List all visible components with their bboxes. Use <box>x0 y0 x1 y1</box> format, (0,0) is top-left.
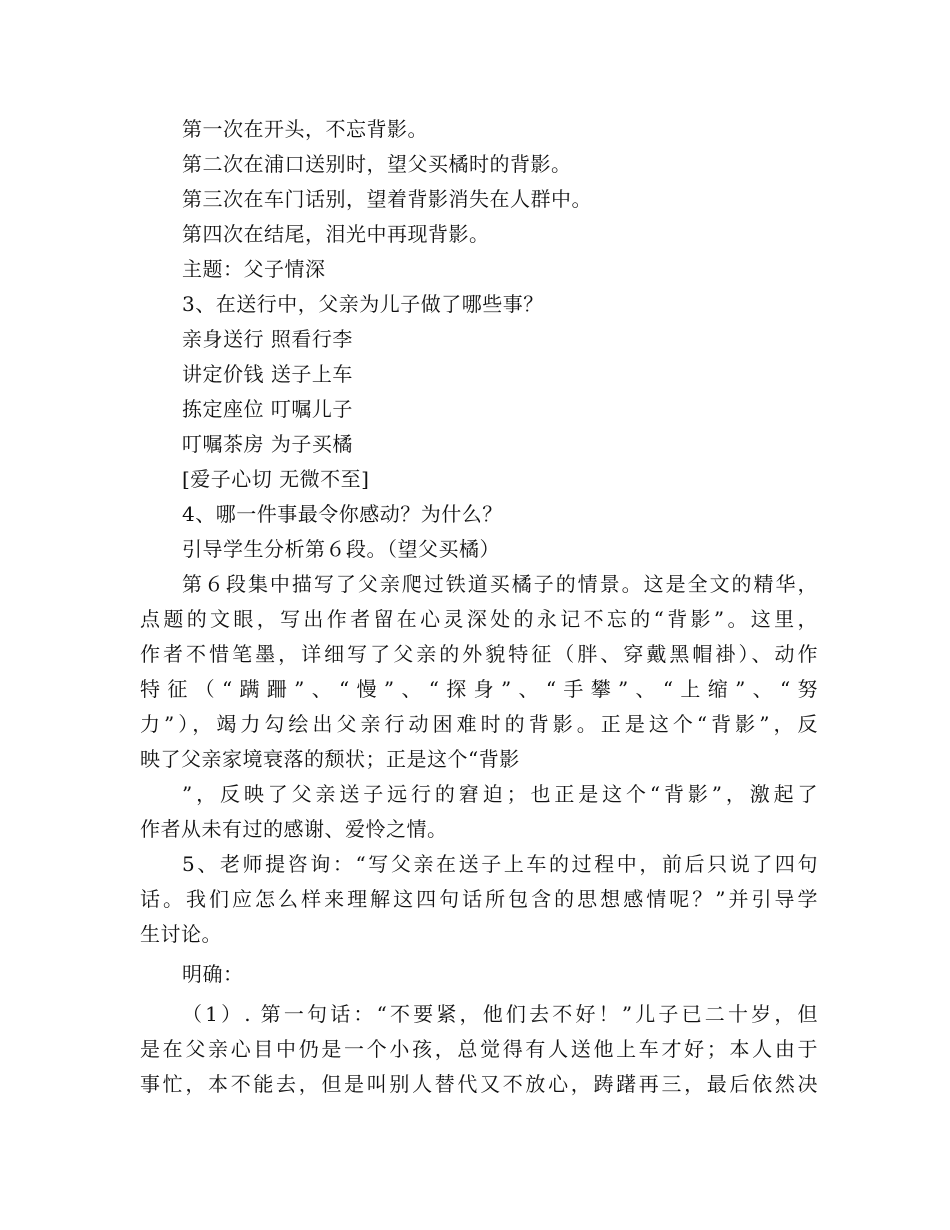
text-line: 第一次在开头，不忘背影。 <box>182 117 428 141</box>
text-line: 拣定座位 叮嘱儿子 <box>182 397 353 421</box>
text-line: 是在父亲心目中仍是一个小孩，总觉得有人送他上车才好；本人由于 <box>140 1037 818 1061</box>
text-line: 生讨论。 <box>140 922 222 946</box>
text-line: 4、哪一件事最令你感动？为什么？ <box>182 502 503 526</box>
text-line: 特征（“蹒跚”、“慢”、“探身”、“手攀”、“上缩”、“努 <box>140 677 818 701</box>
text-line: 第三次在车门话别，望着背影消失在人群中。 <box>182 187 592 211</box>
text-line: 引导学生分析第６段。（望父买橘） <box>182 537 500 561</box>
text-line: 5、老师提咨询：“写父亲在送子上车的过程中，前后只说了四句 <box>182 852 818 876</box>
text-line: 明确： <box>182 962 244 986</box>
text-line: 主题：父子情深 <box>182 257 326 281</box>
text-line: 讲定价钱 送子上车 <box>182 362 353 386</box>
text-line: 叮嘱茶房 为子买橘 <box>182 432 353 456</box>
text-line: 第６段集中描写了父亲爬过铁道买橘子的情景。这是全文的精华， <box>182 572 818 596</box>
text-line: 第四次在结尾，泪光中再现背影。 <box>182 222 490 246</box>
text-line: [爱子心切 无微不至] <box>182 467 370 491</box>
text-line: 映了父亲家境衰落的颓状；正是这个“背影 <box>140 747 520 771</box>
text-line: 第二次在浦口送别时，望父买橘时的背影。 <box>182 152 572 176</box>
text-line: 作者不惜笔墨，详细写了父亲的外貌特征（胖、穿戴黑帽褂）、动作 <box>140 642 818 666</box>
text-line: 作者从未有过的感谢、爱怜之情。 <box>140 817 448 841</box>
text-line: 力”），竭力勾绘出父亲行动困难时的背影。正是这个“背影”，反 <box>140 712 818 736</box>
text-line: 事忙，本不能去，但是叫别人替代又不放心，踌躇再三，最后依然决 <box>140 1072 818 1096</box>
text-line: 3、在送行中，父亲为儿子做了哪些事？ <box>182 292 544 316</box>
text-line: 亲身送行 照看行李 <box>182 327 353 351</box>
text-line: 话。我们应怎么样来理解这四句话所包含的思想感情呢？”并引导学 <box>140 887 818 911</box>
text-line: 点题的文眼，写出作者留在心灵深处的永记不忘的“背影”。这里， <box>140 607 818 631</box>
text-line: （1）. 第一句话：“不要紧，他们去不好！”儿子已二十岁，但 <box>182 1002 818 1026</box>
text-line: ”，反映了父亲送子远行的窘迫；也正是这个“背影”，激起了 <box>182 782 818 806</box>
